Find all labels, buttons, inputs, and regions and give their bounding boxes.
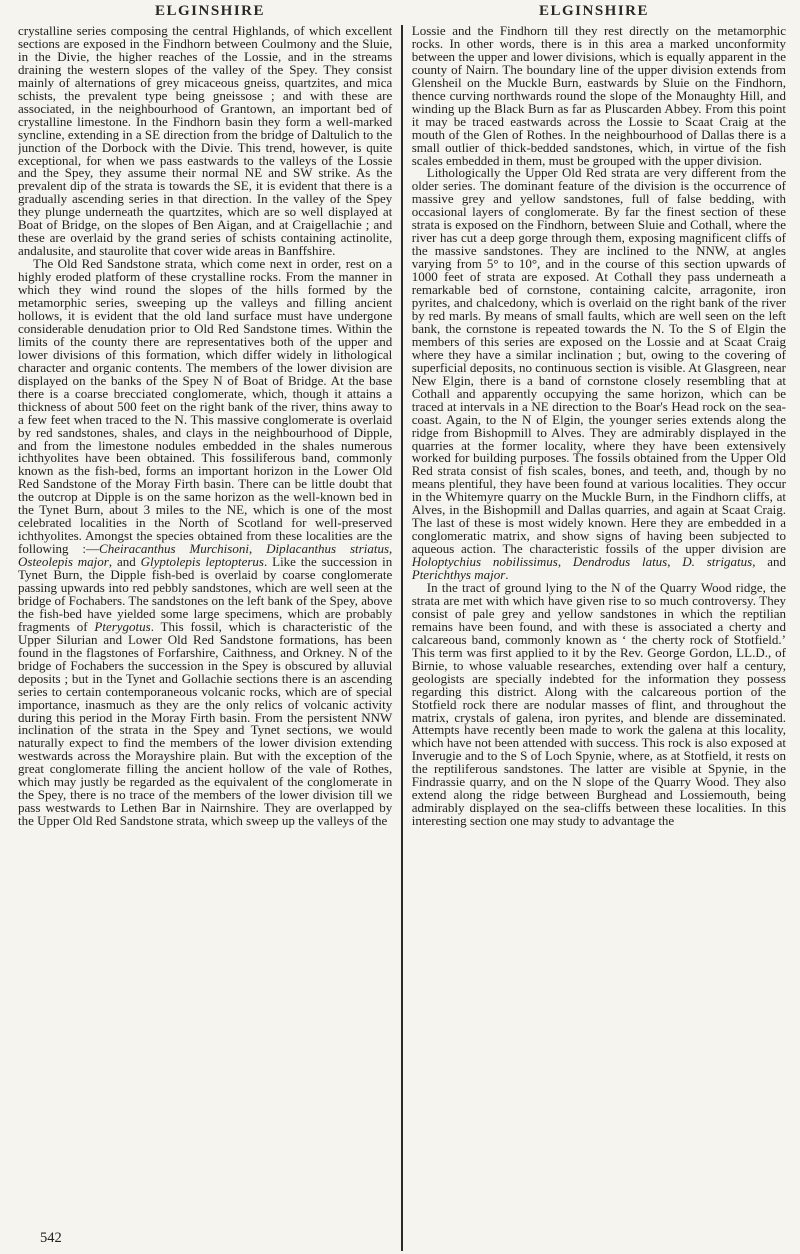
running-head-left: ELGINSHIRE (154, 3, 266, 19)
text-columns (18, 25, 786, 1251)
paragraph: In the tract of ground lying to the N of the Quarry Wood ridge, the strata are met with which have given rise to so much controversy. They consist of pale grey and yellow sandstones in which the reptilian remains have been found, and with these is associated a cherty and calcareous band, commonly known as ‘ the cherty rock of Stotfield.’ This term was first applied to it by the Rev. George Gordon, LL.D., of Birnie, to whose valuable researches, extending over half a century, geologists are specially indebted for the information they possess regarding this district. Along with the calcareous portion of the Stotfield rock there are nodular masses of flint, and throughout the matrix, crystals of galena, iron pyrites, and blende are disseminated. Attempts have recently been made to work the galena at this locality, which have not been attended with success. This rock is also exposed at Inverugie and to the S of Loch Spynie, where, as at Stotfield, it rests on the reptiliferous sandstones. The latter are visible at Spynie, in the Findrassie quarry, and on the N slope of the Quarry Wood. They also extend along the ridge between Burghead and Lossiemouth, being admirably displayed on the sea-cliffs between these localities. In this interesting section one may study to advantage the (411, 579, 786, 829)
paragraph: Lithologically the Upper Old Red strata are very different from the older series. The dominant feature of the division is the occurrence of massive grey and yellow sandstones, full of false bedding, with occasional layers of conglomerate. By far the finest section of these strata is exposed on the Findhorn, between Sluie and Cothall, where the river has cut a deep gorge through them, exposing magnificent cliffs of the massive sandstones. They are inclined to the NNW, at angles varying from 5° to 10°, and in the course of this section upwards of 1000 feet of strata are exposed. At Cothall they pass underneath a remarkable bed of cornstone, containing calcite, arragonite, iron pyrites, and chalcedony, which is overlaid on the right bank of the river by red marls. By means of small faults, which are well seen on the left bank, the cornstone is repeated towards the N. To the S of Elgin the members of this series are exposed on the Lossie and at Scaat Craig where they have a similar inclination ; but, owing to the covering of superficial deposits, no continuous section is visible. At Glasgreen, near New Elgin, there is a band of cornstone closely resembling that at Cothall and apparently occupying the same horizon, which can be traced at intervals in a NE direction to the Boar's Head rock on the sea-coast. Again, to the N of Elgin, the younger series extends along the ridge from Bishopmill to Alves. They are admirably displayed in the quarries at the former locality, where they have been extensively worked for building purposes. The fossils obtained from the Upper Old Red strata consist of fish scales, bones, and teeth, and, though by no means plentiful, they have been found at various localities. They occur in the Whitemyre quarry on the Muckle Burn, in the Findhorn cliffs, at Alves, in the Bishopmill and Dallas quarries, and again at Scaat Craig. The last of these is most widely known. Here they are embedded in a conglomeratic matrix, and show signs of having been subjected to aqueous action. The characteristic fossils of the upper division are Holoptychius nobilissimus, Dendrodus latus, D. strigatus, and Pterichthys major. (411, 165, 786, 583)
running-head-row (18, 3, 786, 20)
running-head-right: ELGINSHIRE (538, 3, 650, 19)
right-column (403, 25, 786, 1251)
paragraph: Lossie and the Findhorn till they rest directly on the metamorphic rocks. In other words, there is in this area a marked unconformity between the upper and lower divisions, which is equally apparent in the county of Nairn. The boundary line of the upper division extends from Glensheil on the Muckle Burn, eastwards by Sluie on the Findhorn, thence curving northwards round the slope of the Monaughty Hill, and winding up the Black Burn as far as Pluscarden Abbey. From this point it may be traced eastwards across the Lossie to Scaat Craig at the mouth of the Glen of Rothes. In the neighbourhood of Dallas there is a small outlier of thick-bedded sandstones, which, in virtue of the fish scales embedded in them, must be grouped with the upper division. (411, 25, 786, 168)
paragraph: The Old Red Sandstone strata, which come next in order, rest on a highly eroded platform of these crystalline rocks. From the manner in which they wind round the slopes of the hills formed by the metamorphic series, sweeping up the valleys and filling ancient hollows, it is evident that the old land surface must have undergone considerable denudation prior to Old Red Sandstone times. Within the limits of the county there are representatives both of the upper and lower divisions of this formation, which differ widely in lithological character and organic contents. The members of the lower division are displayed on the banks of the Spey N of Boat of Bridge. At the base there is a coarse brecciated conglomerate, which, though it attains a thickness of about 500 feet on the right bank of the river, thins away to a few feet when traced to the N. This massive conglomerate is overlaid by red sandstones, shales, and clays in the neighbourhood of Dipple, and from the limestone nodules embedded in the shales numerous ichthyolites have been obtained. This fossiliferous band, commonly known as the fish-bed, forms an important horizon in the Lower Old Red Sandstone of the Moray Firth basin. There can be little doubt that the outcrop at Dipple is on the same horizon as the well-known bed in the Tynet Burn, about 3 miles to the NE, which is one of the most celebrated localities in the North of Scotland for well-preserved ichthyolites. Amongst the species obtained from these localities are the following :—Cheiracanthus Murchisoni, Diplacanthus striatus, Osteolepis major, and Glyptolepis leptopterus. Like the succession in Tynet Burn, the Dipple fish-bed is overlaid by coarse conglomerate passing upwards into red pebbly sandstones, which are well seen at the bridge of Fochabers. The sandstones on the left bank of the Spey, above the fish-bed have yielded some large specimens, which are probably fragments of Pterygotus. This fossil, which is characteristic of the Upper Silurian and Lower Old Red Sandstone formations, has been found in the flagstones of Forfarshire, Caithness, and Orkney. N of the bridge of Fochabers the succession in the Spey is obscured by alluvial deposits ; but in the Tynet and Gollachie sections there is an ascending series to certain contemporaneous volcanic rocks, which are of special importance, inasmuch as they are the only relics of volcanic activity during this period in the Moray Firth basin. From the persistent NNW inclination of the strata in the Spey and Tynet sections, we would naturally expect to find the members of the lower division extending westwards across the Morayshire plain. But with the exception of the great conglomerate filling the ancient hollow of the vale of Rothes, which may justly be regarded as the equivalent of the conglomerate in the Spey, there is no trace of the members of the lower division till we pass westwards to Lethen Bar in Nairnshire. They are overlapped by the Upper Old Red Sandstone strata, which sweep up the valleys of the (18, 256, 393, 829)
left-column (18, 25, 401, 1251)
page-number: 542 (40, 1230, 62, 1246)
paragraph: crystalline series composing the central Highlands, of which excellent sections are exposed in the Findhorn between Coulmony and the Sluie, in the Divie, the higher reaches of the Lossie, and in the streams draining the western slopes of the valley of the Spey. They consist mainly of alternations of grey micaceous gneiss, quartzites, and mica schists, the prevalent type being gneissose ; and with these are associated, in the neighbourhood of Grantown, an important bed of crystalline limestone. In the Findhorn basin they form a well-marked syncline, extending in a SE direction from the bridge of Daltulich to the junction of the Dorbock with the Divie. This trend, however, is quite exceptional, for when we pass eastwards to the valleys of the Lossie and the Spey, they assume their normal NE and SW strike. As the prevalent dip of the strata is towards the SE, it is evident that there is a gradually ascending series in that direction. In the valley of the Spey they plunge underneath the quartzites, which are so well displayed at Boat of Bridge, on the slopes of Ben Aigan, and at Craigellachie ; and these are overlaid by the grand series of schists containing actinolite, andalusite, and staurolite that cover wide areas in Banffshire. (18, 25, 393, 259)
